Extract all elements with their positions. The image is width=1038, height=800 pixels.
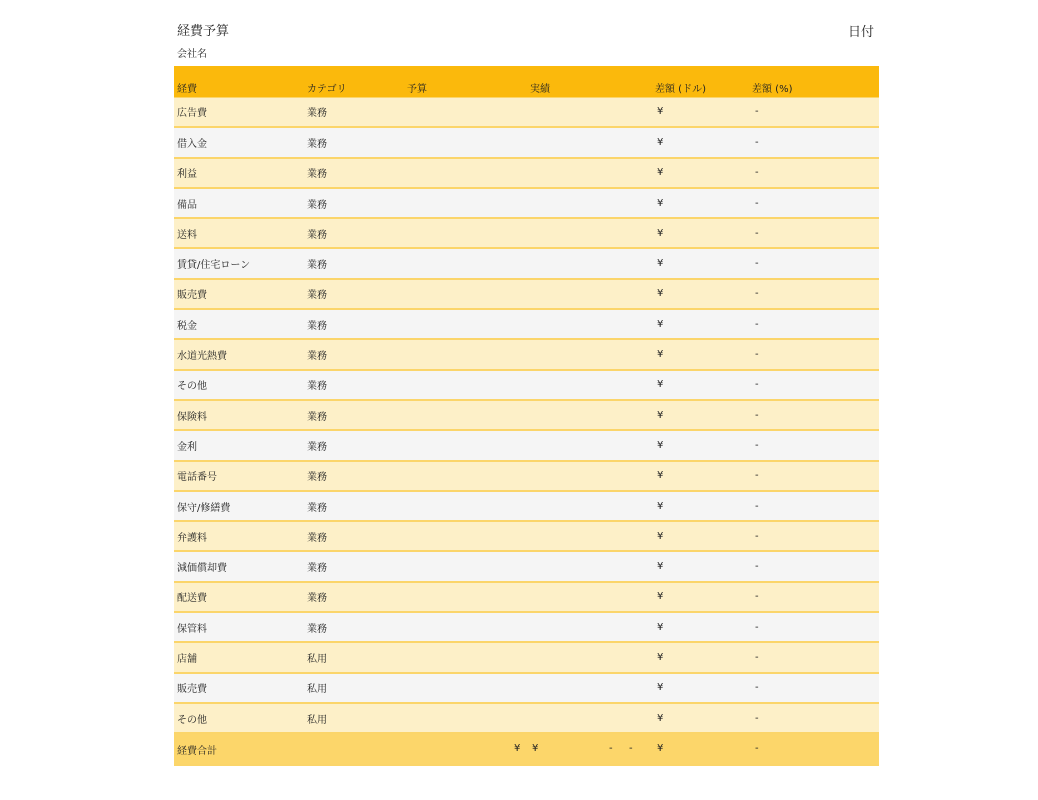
diff-pct-cell[interactable]: - xyxy=(752,370,879,400)
diff-pct-cell[interactable]: - xyxy=(752,400,879,430)
actual-cell[interactable] xyxy=(527,188,652,218)
expense-cell[interactable]: 水道光熱費 xyxy=(174,339,304,369)
budget-cell[interactable] xyxy=(404,127,527,157)
total-actual-cell[interactable] xyxy=(527,733,652,765)
diff-amount-cell[interactable]: ¥ xyxy=(652,309,752,339)
actual-cell[interactable] xyxy=(527,673,652,703)
actual-cell[interactable] xyxy=(527,642,652,672)
diff-amount-cell[interactable]: ¥ xyxy=(652,97,752,127)
diff-pct-cell[interactable]: - xyxy=(752,521,879,551)
category-cell[interactable]: 私用 xyxy=(304,703,404,733)
expense-cell[interactable]: 配送費 xyxy=(174,582,304,612)
budget-cell[interactable] xyxy=(404,188,527,218)
column-header-category[interactable]: カテゴリ xyxy=(307,83,347,95)
total-diff-pct-cell[interactable] xyxy=(752,733,879,765)
budget-cell[interactable] xyxy=(404,309,527,339)
total-actual-currency: ¥ xyxy=(532,743,539,755)
table-row xyxy=(174,521,879,551)
actual-cell[interactable] xyxy=(527,339,652,369)
table-row xyxy=(174,370,879,400)
category-cell[interactable]: 私用 xyxy=(304,673,404,703)
date-label: 日付 xyxy=(848,25,875,40)
actual-cell[interactable] xyxy=(527,400,652,430)
expense-cell[interactable]: 借入金 xyxy=(174,127,304,157)
actual-cell[interactable] xyxy=(527,309,652,339)
table-row xyxy=(174,127,879,157)
diff-pct-cell[interactable]: - xyxy=(752,339,879,369)
expense-cell[interactable]: 販売費 xyxy=(174,279,304,309)
budget-cell[interactable] xyxy=(404,673,527,703)
table-row xyxy=(174,612,879,642)
category-cell[interactable]: 業務 xyxy=(304,158,404,188)
category-cell[interactable]: 業務 xyxy=(304,127,404,157)
diff-pct-cell[interactable]: - xyxy=(752,309,879,339)
diff-amount-cell[interactable]: ¥ xyxy=(652,188,752,218)
actual-cell[interactable] xyxy=(527,491,652,521)
total-diff-amount: ¥ xyxy=(657,743,664,755)
table-row xyxy=(174,491,879,521)
actual-cell[interactable] xyxy=(527,370,652,400)
actual-cell[interactable] xyxy=(527,158,652,188)
category-cell[interactable]: 業務 xyxy=(304,339,404,369)
diff-pct-cell[interactable]: - xyxy=(752,248,879,278)
table-row xyxy=(174,309,879,339)
table-row xyxy=(174,642,879,672)
table-row xyxy=(174,430,879,460)
budget-cell[interactable] xyxy=(404,582,527,612)
expense-cell[interactable]: 備品 xyxy=(174,188,304,218)
expense-cell[interactable]: 広告費 xyxy=(174,97,304,127)
table-row xyxy=(174,339,879,369)
actual-cell[interactable] xyxy=(527,582,652,612)
category-cell[interactable]: 業務 xyxy=(304,218,404,248)
total-actual-value: - xyxy=(629,743,633,755)
table-row xyxy=(174,582,879,612)
column-header-diff-pct[interactable]: 差額 (%) xyxy=(752,83,793,95)
diff-amount-cell[interactable]: ¥ xyxy=(652,430,752,460)
column-header-actual[interactable]: 実績 xyxy=(530,83,550,95)
actual-cell[interactable] xyxy=(527,612,652,642)
diff-pct-cell[interactable]: - xyxy=(752,218,879,248)
expense-cell[interactable]: 保管料 xyxy=(174,612,304,642)
category-cell[interactable]: 業務 xyxy=(304,461,404,491)
diff-pct-cell[interactable]: - xyxy=(752,612,879,642)
table-row xyxy=(174,248,879,278)
actual-cell[interactable] xyxy=(527,551,652,581)
expense-cell[interactable]: 保険料 xyxy=(174,400,304,430)
diff-amount-cell[interactable]: ¥ xyxy=(652,521,752,551)
table-row xyxy=(174,400,879,430)
table-row xyxy=(174,188,879,218)
diff-pct-cell[interactable]: - xyxy=(752,673,879,703)
budget-cell[interactable] xyxy=(404,279,527,309)
actual-cell[interactable] xyxy=(527,97,652,127)
category-cell[interactable]: 業務 xyxy=(304,430,404,460)
category-cell[interactable]: 私用 xyxy=(304,642,404,672)
expense-cell[interactable]: 賃貸/住宅ローン xyxy=(174,248,304,278)
diff-amount-cell[interactable]: ¥ xyxy=(652,673,752,703)
diff-amount-cell[interactable]: ¥ xyxy=(652,551,752,581)
table-row xyxy=(174,97,879,127)
expense-cell[interactable]: 送料 xyxy=(174,218,304,248)
diff-amount-cell[interactable]: ¥ xyxy=(652,218,752,248)
total-budget-cell[interactable] xyxy=(404,733,613,765)
budget-cell[interactable] xyxy=(404,248,527,278)
total-label: 経費合計 xyxy=(174,733,304,765)
table-row xyxy=(174,551,879,581)
diff-amount-cell[interactable]: ¥ xyxy=(652,370,752,400)
expense-cell[interactable]: その他 xyxy=(174,370,304,400)
expense-cell[interactable]: 販売費 xyxy=(174,673,304,703)
budget-cell[interactable] xyxy=(404,703,527,733)
expense-budget-table xyxy=(174,66,879,766)
actual-cell[interactable] xyxy=(527,218,652,248)
actual-cell[interactable] xyxy=(527,248,652,278)
actual-cell[interactable] xyxy=(527,703,652,733)
total-row xyxy=(174,733,879,765)
diff-amount-cell[interactable]: ¥ xyxy=(652,279,752,309)
budget-cell[interactable] xyxy=(404,521,527,551)
total-budget-value: - xyxy=(609,743,613,755)
budget-cell[interactable] xyxy=(404,370,527,400)
table-row xyxy=(174,279,879,309)
budget-cell[interactable] xyxy=(404,339,527,369)
table-row xyxy=(174,703,879,733)
expense-cell[interactable]: 店舗 xyxy=(174,642,304,672)
expense-cell[interactable]: 減価償却費 xyxy=(174,551,304,581)
category-cell[interactable]: 業務 xyxy=(304,248,404,278)
table-row xyxy=(174,673,879,703)
category-cell[interactable]: 業務 xyxy=(304,188,404,218)
diff-pct-cell[interactable]: - xyxy=(752,642,879,672)
expense-cell[interactable]: 保守/修繕費 xyxy=(174,491,304,521)
total-category-cell[interactable] xyxy=(304,733,404,765)
category-cell[interactable]: 業務 xyxy=(304,612,404,642)
diff-pct-cell[interactable]: - xyxy=(752,97,879,127)
category-cell[interactable]: 業務 xyxy=(304,309,404,339)
diff-pct-cell[interactable]: - xyxy=(752,703,879,733)
expense-cell[interactable]: 電話番号 xyxy=(174,461,304,491)
actual-cell[interactable] xyxy=(527,430,652,460)
budget-cell[interactable] xyxy=(404,642,527,672)
diff-amount-cell[interactable]: ¥ xyxy=(652,642,752,672)
total-diff-amount-cell[interactable] xyxy=(652,733,752,765)
expense-cell[interactable]: 利益 xyxy=(174,158,304,188)
table-row xyxy=(174,461,879,491)
category-cell[interactable]: 業務 xyxy=(304,551,404,581)
page-title: 経費予算 xyxy=(177,24,230,39)
diff-pct-cell[interactable]: - xyxy=(752,491,879,521)
expense-cell[interactable]: 金利 xyxy=(174,430,304,460)
diff-pct-cell[interactable]: - xyxy=(752,127,879,157)
diff-pct-cell[interactable]: - xyxy=(752,279,879,309)
budget-cell[interactable] xyxy=(404,612,527,642)
diff-pct-cell[interactable]: - xyxy=(752,158,879,188)
column-header-diff-amount[interactable]: 差額 (ドル) xyxy=(655,83,706,95)
expense-cell[interactable]: 弁護料 xyxy=(174,521,304,551)
diff-amount-cell[interactable]: ¥ xyxy=(652,612,752,642)
category-cell[interactable]: 業務 xyxy=(304,582,404,612)
diff-pct-cell[interactable]: - xyxy=(752,551,879,581)
budget-cell[interactable] xyxy=(404,158,527,188)
table-row xyxy=(174,158,879,188)
table-header-row xyxy=(174,66,879,97)
diff-amount-cell[interactable]: ¥ xyxy=(652,158,752,188)
diff-amount-cell[interactable]: ¥ xyxy=(652,339,752,369)
diff-pct-cell[interactable]: - xyxy=(752,582,879,612)
diff-amount-cell[interactable]: ¥ xyxy=(652,491,752,521)
diff-amount-cell[interactable]: ¥ xyxy=(652,461,752,491)
budget-cell[interactable] xyxy=(404,430,527,460)
budget-cell[interactable] xyxy=(404,461,527,491)
category-cell[interactable]: 業務 xyxy=(304,491,404,521)
diff-amount-cell[interactable]: ¥ xyxy=(652,400,752,430)
diff-amount-cell[interactable]: ¥ xyxy=(652,127,752,157)
category-cell[interactable]: 業務 xyxy=(304,279,404,309)
budget-cell[interactable] xyxy=(404,400,527,430)
actual-cell[interactable] xyxy=(527,521,652,551)
diff-pct-cell[interactable]: - xyxy=(752,461,879,491)
budget-cell[interactable] xyxy=(404,218,527,248)
category-cell[interactable]: 業務 xyxy=(304,400,404,430)
diff-amount-cell[interactable]: ¥ xyxy=(652,582,752,612)
actual-cell[interactable] xyxy=(527,127,652,157)
category-cell[interactable]: 業務 xyxy=(304,370,404,400)
budget-cell[interactable] xyxy=(404,97,527,127)
expense-cell[interactable]: 税金 xyxy=(174,309,304,339)
budget-cell[interactable] xyxy=(404,491,527,521)
column-header-expense[interactable]: 経費 xyxy=(177,83,197,95)
column-header-budget[interactable]: 予算 xyxy=(407,83,427,95)
total-budget-currency: ¥ xyxy=(514,743,521,755)
category-cell[interactable]: 業務 xyxy=(304,521,404,551)
expense-cell[interactable]: その他 xyxy=(174,703,304,733)
actual-cell[interactable] xyxy=(527,279,652,309)
diff-pct-cell[interactable]: - xyxy=(752,430,879,460)
company-name-label: 会社名 xyxy=(177,49,207,60)
table-row xyxy=(174,218,879,248)
total-diff-pct: - xyxy=(755,743,759,755)
diff-pct-cell[interactable]: - xyxy=(752,188,879,218)
budget-cell[interactable] xyxy=(404,551,527,581)
category-cell[interactable]: 業務 xyxy=(304,97,404,127)
diff-amount-cell[interactable]: ¥ xyxy=(652,248,752,278)
actual-cell[interactable] xyxy=(527,461,652,491)
diff-amount-cell[interactable]: ¥ xyxy=(652,703,752,733)
